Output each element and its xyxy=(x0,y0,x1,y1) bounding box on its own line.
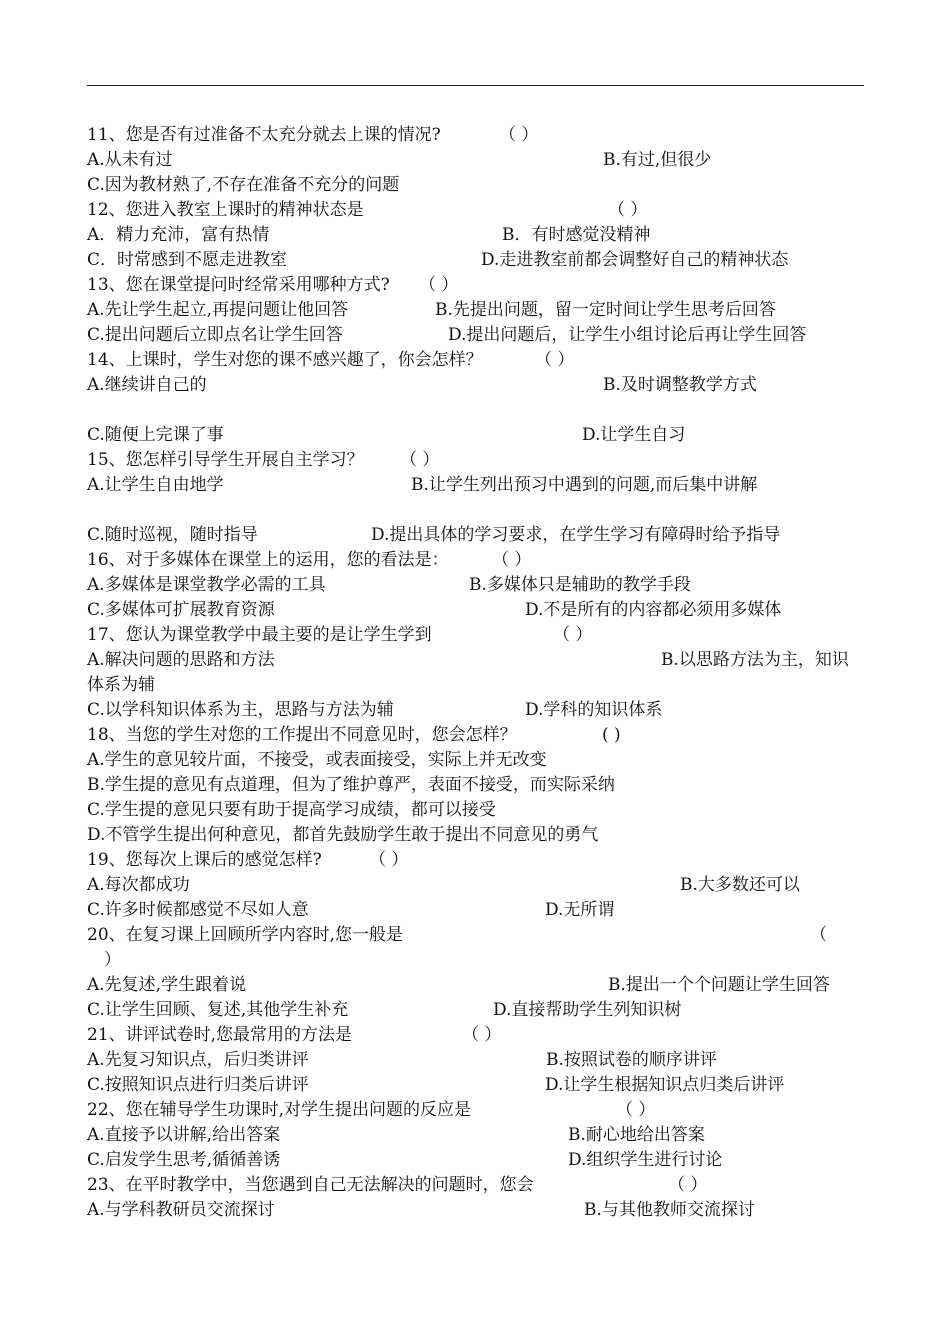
answer-blank-18: ( ) xyxy=(602,725,621,745)
option-23-a: A.与学科教研员交流探讨 xyxy=(87,1200,275,1220)
question-13: 13、您在课堂提问时经常采用哪种方式? xyxy=(87,275,390,295)
option-15-d: D.提出具体的学习要求，在学生学习有障碍时给予指导 xyxy=(371,525,781,545)
option-12-c: C．时常感到不愿走进教室 xyxy=(87,250,288,270)
option-16-a: A.多媒体是课堂教学必需的工具 xyxy=(87,575,326,595)
option-22-b: B.耐心地给出答案 xyxy=(568,1125,705,1145)
question-19: 19、您每次上课后的感觉怎样? xyxy=(87,850,322,870)
option-21-c: C.按照知识点进行归类后讲评 xyxy=(87,1075,309,1095)
option-18-b: B.学生提的意见有点道理，但为了维护尊严，表面不接受，而实际采纳 xyxy=(87,775,615,795)
question-17: 17、您认为课堂教学中最主要的是让学生学到 xyxy=(87,625,432,645)
option-12-b: B．有时感觉没精神 xyxy=(502,225,651,245)
option-12-a: A．精力充沛，富有热情 xyxy=(87,225,270,245)
question-18: 18、当您的学生对您的工作提出不同意见时，您会怎样？ xyxy=(87,725,517,745)
answer-blank-19: （ ） xyxy=(369,850,409,870)
option-21-d: D.让学生根据知识点归类后讲评 xyxy=(545,1075,785,1095)
option-21-b: B.按照试卷的顺序讲评 xyxy=(546,1050,717,1070)
option-14-a: A.继续讲自己的 xyxy=(87,375,207,395)
answer-blank-20-open: （ xyxy=(810,925,827,945)
answer-blank-20-close: ） xyxy=(104,950,121,970)
option-20-a: A.先复述,学生跟着说 xyxy=(87,975,247,995)
question-16: 16、对于多媒体在课堂上的运用，您的看法是： xyxy=(87,550,449,570)
option-11-b: B.有过,但很少 xyxy=(603,150,712,170)
option-18-c: C.学生提的意见只要有助于提高学习成绩，都可以接受 xyxy=(87,800,496,820)
option-15-c: C.随时巡视，随时指导 xyxy=(87,525,258,545)
answer-blank-21: （ ） xyxy=(462,1025,502,1045)
option-11-c: C.因为教材熟了,不存在准备不充分的问题 xyxy=(87,175,400,195)
answer-blank-23: （ ） xyxy=(668,1175,708,1195)
header-rule xyxy=(87,85,864,86)
answer-blank-17: （ ） xyxy=(553,625,593,645)
option-17-a: A.解决问题的思路和方法 xyxy=(87,650,275,670)
question-12: 12、您进入教室上课时的精神状态是 xyxy=(87,200,364,220)
answer-blank-14: （ ） xyxy=(535,350,575,370)
option-12-d: D.走进教室前都会调整好自己的精神状态 xyxy=(481,250,789,270)
question-14: 14、上课时，学生对您的课不感兴趣了，你会怎样？ xyxy=(87,350,483,370)
option-13-c: C.提出问题后立即点名让学生回答 xyxy=(87,325,343,345)
option-18-a: A.学生的意见较片面，不接受，或表面接受，实际上并无改变 xyxy=(87,750,547,770)
question-23: 23、在平时教学中，当您遇到自己无法解决的问题时，您会 xyxy=(87,1175,534,1195)
option-14-c: C.随便上完课了事 xyxy=(87,425,224,445)
option-18-d: D.不管学生提出何种意见，都首先鼓励学生敢于提出不同意见的勇气 xyxy=(87,825,599,845)
option-11-a: A.从未有过 xyxy=(87,150,173,170)
option-17-c: C.以学科知识体系为主，思路与方法为辅 xyxy=(87,700,394,720)
option-15-b: B.让学生列出预习中遇到的问题,而后集中讲解 xyxy=(411,475,758,495)
option-19-b: B.大多数还可以 xyxy=(680,875,800,895)
option-19-c: C.许多时候都感觉不尽如人意 xyxy=(87,900,309,920)
option-19-d: D.无所谓 xyxy=(545,900,615,920)
option-13-a: A.先让学生起立,再提问题让他回答 xyxy=(87,300,349,320)
option-17-d: D.学科的知识体系 xyxy=(525,700,663,720)
option-20-d: D.直接帮助学生列知识树 xyxy=(493,1000,682,1020)
answer-blank-11: （ ） xyxy=(499,125,539,145)
option-23-b: B.与其他教师交流探讨 xyxy=(584,1200,755,1220)
question-11: 11、您是否有过准备不太充分就去上课的情况? xyxy=(87,125,441,145)
question-15: 15、您怎样引导学生开展自主学习？ xyxy=(87,450,364,470)
option-22-a: A.直接予以讲解,给出答案 xyxy=(87,1125,281,1145)
answer-blank-15: （ ） xyxy=(400,450,440,470)
option-19-a: A.每次都成功 xyxy=(87,875,190,895)
question-20: 20、在复习课上回顾所学内容时,您一般是 xyxy=(87,925,404,945)
answer-blank-16: （ ） xyxy=(492,550,532,570)
answer-blank-13: （ ） xyxy=(419,275,459,295)
answer-blank-12: （ ） xyxy=(608,200,648,220)
option-16-b: B.多媒体只是辅助的教学手段 xyxy=(469,575,691,595)
option-17-b-continued: 体系为辅 xyxy=(87,675,155,695)
option-15-a: A.让学生自由地学 xyxy=(87,475,224,495)
option-22-c: C.启发学生思考,循循善诱 xyxy=(87,1150,281,1170)
option-14-d: D.让学生自习 xyxy=(582,425,686,445)
option-13-b: B.先提出问题，留一定时间让学生思考后回答 xyxy=(435,300,776,320)
question-22: 22、您在辅导学生功课时,对学生提出问题的反应是 xyxy=(87,1100,472,1120)
option-14-b: B.及时调整教学方式 xyxy=(603,375,757,395)
option-22-d: D.组织学生进行讨论 xyxy=(568,1150,723,1170)
option-21-a: A.先复习知识点，后归类讲评 xyxy=(87,1050,309,1070)
option-17-b: B.以思路方法为主，知识 xyxy=(661,650,849,670)
answer-blank-22: （ ） xyxy=(616,1100,656,1120)
option-20-b: B.提出一个个问题让学生回答 xyxy=(608,975,830,995)
option-16-d: D.不是所有的内容都必须用多媒体 xyxy=(525,600,782,620)
option-20-c: C.让学生回顾、复述,其他学生补充 xyxy=(87,1000,349,1020)
option-13-d: D.提出问题后，让学生小组讨论后再让学生回答 xyxy=(448,325,807,345)
question-21: 21、讲评试卷时,您最常用的方法是 xyxy=(87,1025,353,1045)
option-16-c: C.多媒体可扩展教育资源 xyxy=(87,600,275,620)
